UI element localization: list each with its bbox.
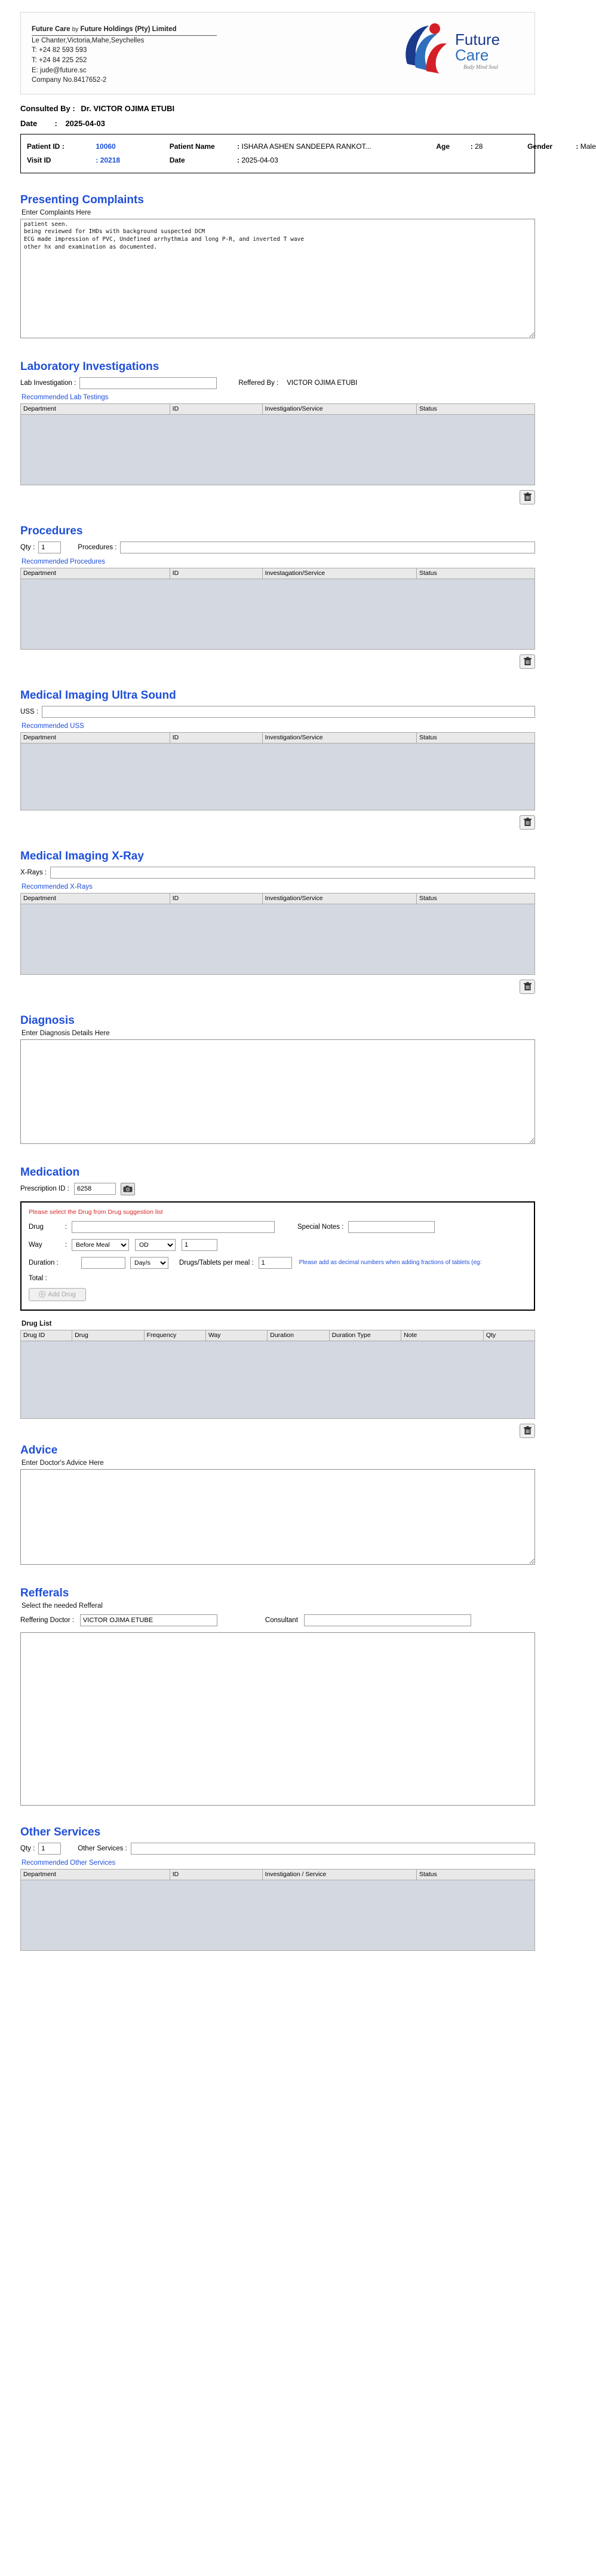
- lab-delete-button[interactable]: [520, 490, 535, 504]
- other-services-qty-input[interactable]: [38, 1843, 61, 1855]
- lab-col-service: Investigation/Service: [262, 403, 416, 414]
- patient-gender-value: Male: [580, 142, 596, 151]
- clinic-name: [32, 25, 217, 36]
- procedures-label: Procedures :: [78, 543, 117, 551]
- medication-frequency-count-input[interactable]: [182, 1239, 217, 1251]
- xray-table-header: [20, 893, 535, 904]
- xray-heading: Medical Imaging X-Ray: [20, 849, 144, 862]
- drug-col-id: Drug ID: [21, 1330, 72, 1341]
- prescription-form-page: [0, 12, 596, 1975]
- consult-date-value: 2025-04-03: [65, 119, 105, 129]
- uss-table-body[interactable]: [20, 744, 535, 810]
- os-col-status: Status: [416, 1869, 534, 1880]
- uss-col-service: Investigation/Service: [262, 732, 416, 743]
- other-services-qty-label: Qty :: [20, 1844, 35, 1852]
- other-services-label: Other Services :: [78, 1844, 127, 1852]
- advice-sub-label: Enter Doctor's Advice Here: [21, 1459, 104, 1467]
- decimal-note: Please add as decimal numbers when adding fractions of tablets (eg:: [299, 1259, 482, 1266]
- visit-id-value: 20218: [100, 155, 121, 164]
- patient-gender-colon: :: [576, 142, 579, 151]
- medication-frequency-select[interactable]: [135, 1239, 176, 1251]
- uss-label: USS :: [20, 708, 39, 715]
- recommended-other-services-label: Recommended Other Services: [21, 1859, 116, 1867]
- medication-duration-unit-select[interactable]: [130, 1257, 168, 1269]
- uss-col-id: ID: [170, 732, 262, 743]
- xray-col-status: Status: [416, 893, 534, 904]
- procedures-table-body[interactable]: [20, 579, 535, 650]
- drug-col-drug: Drug: [72, 1330, 145, 1341]
- lab-table-body[interactable]: [20, 415, 535, 485]
- procedures-row: [20, 541, 535, 553]
- uss-actions: [20, 815, 535, 830]
- consulted-by-label: Consulted By :: [20, 104, 75, 114]
- drug-col-duration-type: Duration Type: [329, 1330, 401, 1341]
- complaints-sub-label: Enter Complaints Here: [21, 209, 91, 216]
- drug-col-note: Note: [401, 1330, 484, 1341]
- lab-col-status: Status: [416, 403, 534, 414]
- clinic-phone-2: T: +24 84 225 252: [32, 57, 87, 65]
- trash-icon: [524, 657, 532, 666]
- other-services-input[interactable]: [131, 1843, 535, 1855]
- medication-total-label: Total :: [29, 1274, 47, 1282]
- xray-delete-button[interactable]: [520, 980, 535, 994]
- lab-referred-by-value: VICTOR OJIMA ETUBI: [287, 379, 358, 387]
- xray-col-id: ID: [170, 893, 262, 904]
- proc-col-service: Investagation/Service: [262, 568, 416, 579]
- plus-icon: [39, 1291, 45, 1298]
- lab-referred-by-label: Reffered By :: [238, 379, 279, 387]
- patient-age-value: 28: [475, 142, 483, 151]
- add-drug-label: Add Drug: [48, 1290, 76, 1298]
- patient-age-label: Age: [436, 142, 450, 151]
- procedures-qty-input[interactable]: [38, 541, 61, 553]
- lab-investigations-heading: Laboratory Investigations: [20, 360, 159, 373]
- clinic-phone-1: T: +24 82 593 593: [32, 47, 87, 54]
- medication-panel: [20, 1201, 535, 1311]
- camera-icon: [123, 1185, 133, 1192]
- visit-date-value: 2025-04-03: [241, 155, 278, 164]
- medication-way-label-text: Way: [29, 1241, 42, 1249]
- per-meal-label: Drugs/Tablets per meal :: [179, 1259, 254, 1266]
- consultant-input[interactable]: [304, 1614, 471, 1626]
- trash-icon: [524, 818, 532, 827]
- clinic-info: [32, 21, 217, 85]
- proc-col-id: ID: [170, 568, 262, 579]
- drug-list-delete-button[interactable]: [520, 1424, 535, 1438]
- recommended-uss-label: Recommended USS: [21, 722, 84, 730]
- advice-textarea[interactable]: [20, 1469, 535, 1565]
- recommended-xray-label: Recommended X-Rays: [21, 883, 93, 891]
- consult-date-colon: :: [54, 119, 57, 129]
- proc-col-department: Department: [21, 568, 170, 579]
- patient-row-1: [27, 140, 596, 154]
- procedures-qty-label: Qty :: [20, 543, 35, 551]
- lab-investigation-label: Lab Investigation :: [20, 379, 76, 387]
- medication-drug-row: [29, 1221, 527, 1233]
- patient-name-value: ISHARA ASHEN SANDEEPA RANKOT...: [241, 142, 371, 151]
- clinic-name-b: Future Holdings (Pty) Limited: [80, 26, 177, 33]
- medication-total-row: [29, 1275, 527, 1282]
- patient-id-colon: :: [62, 142, 64, 151]
- procedures-actions: [20, 654, 535, 669]
- consultant-label: Consultant: [265, 1616, 298, 1624]
- other-services-table-body[interactable]: [20, 1880, 535, 1951]
- xray-col-department: Department: [21, 893, 170, 904]
- medication-duration-row: [29, 1257, 527, 1269]
- xray-actions: [20, 980, 535, 994]
- trash-icon: [524, 982, 532, 991]
- xray-label: X-Rays :: [20, 868, 47, 876]
- camera-button[interactable]: [121, 1183, 135, 1195]
- consulted-by-value: Dr. VICTOR OJIMA ETUBI: [81, 104, 175, 114]
- logo-word-future: Future: [455, 30, 500, 48]
- special-notes-label: Special Notes :: [297, 1223, 344, 1231]
- lab-col-id: ID: [170, 403, 262, 414]
- prescription-id-input[interactable]: [74, 1183, 116, 1195]
- patient-info-box: [20, 134, 596, 173]
- drug-col-qty: Qty: [483, 1330, 534, 1341]
- diagnosis-textarea[interactable]: [20, 1039, 535, 1144]
- uss-table-header: [20, 732, 535, 744]
- uss-col-department: Department: [21, 732, 170, 743]
- xray-col-service: Investigation/Service: [262, 893, 416, 904]
- medication-warning: Please select the Drug from Drug suggestion list: [29, 1208, 163, 1216]
- clinic-address: Le Chanter,Victoria,Mahe,Seychelles: [32, 36, 145, 44]
- ultrasound-heading: Medical Imaging Ultra Sound: [20, 689, 176, 702]
- logo-word-care: Care: [455, 46, 489, 64]
- medication-drug-input[interactable]: [72, 1221, 275, 1233]
- medication-drug-label-text: Drug: [29, 1223, 44, 1231]
- lab-investigation-row: [20, 377, 535, 389]
- visit-id-label: Visit ID: [27, 155, 51, 164]
- recommended-lab-label: Recommended Lab Testings: [21, 393, 109, 401]
- advice-heading: Advice: [20, 1443, 58, 1457]
- os-col-id: ID: [170, 1869, 262, 1880]
- complaints-textarea[interactable]: [20, 219, 535, 338]
- drug-list-actions: [20, 1424, 535, 1438]
- drug-list-table-body[interactable]: [20, 1341, 535, 1419]
- clinic-name-a: Future Care: [32, 26, 70, 33]
- referring-doctor-input[interactable]: [80, 1614, 217, 1626]
- medication-way-row: [29, 1239, 527, 1251]
- lab-col-department: Department: [21, 403, 170, 414]
- xray-table-body[interactable]: [20, 904, 535, 975]
- lab-investigation-input[interactable]: [79, 377, 217, 389]
- special-notes-input[interactable]: [348, 1221, 435, 1233]
- other-services-table-header: [20, 1869, 535, 1880]
- uss-col-status: Status: [416, 732, 534, 743]
- patient-name-label: Patient Name: [169, 142, 215, 151]
- drug-col-way: Way: [205, 1330, 267, 1341]
- consulted-by-row: [20, 104, 535, 113]
- medication-way-select[interactable]: [72, 1239, 129, 1251]
- procedures-input[interactable]: [120, 541, 535, 553]
- visit-date-label: Date: [169, 155, 185, 164]
- diagnosis-heading: Diagnosis: [20, 1014, 75, 1027]
- patient-row-2: [27, 154, 529, 167]
- uss-delete-button[interactable]: [520, 815, 535, 830]
- drug-list-table-header: [20, 1330, 535, 1341]
- patient-id-value: 10060: [96, 142, 116, 151]
- medication-duration-label: Duration :: [29, 1259, 59, 1266]
- medication-way-label: Way :: [29, 1241, 67, 1249]
- xray-row: [20, 867, 535, 879]
- referring-doctor-row: [20, 1614, 535, 1626]
- patient-id-label: Patient ID: [27, 142, 60, 151]
- other-services-heading: Other Services: [20, 1825, 101, 1838]
- per-meal-input[interactable]: [259, 1257, 292, 1269]
- recommended-procedures-label: Recommended Procedures: [21, 558, 105, 565]
- diagnosis-sub-label: Enter Diagnosis Details Here: [21, 1029, 110, 1037]
- logo-tagline: Body Mind Soul: [463, 64, 498, 70]
- prescription-id-label: Prescription ID :: [20, 1185, 69, 1193]
- referrals-panel[interactable]: [20, 1632, 535, 1806]
- referrals-heading: Refferals: [20, 1586, 69, 1599]
- uss-input[interactable]: [42, 706, 535, 718]
- clinic-company-no: Company No.8417652-2: [32, 77, 107, 84]
- drug-col-frequency: Frequency: [144, 1330, 205, 1341]
- xray-input[interactable]: [50, 867, 535, 879]
- clinic-email: E: jude@future.sc: [32, 66, 87, 74]
- uss-row: [20, 706, 535, 718]
- lab-actions: [20, 490, 535, 504]
- procedures-delete-button[interactable]: [520, 654, 535, 669]
- other-services-row: [20, 1843, 535, 1855]
- drug-col-duration: Duration: [268, 1330, 329, 1341]
- medication-drug-label: Drug :: [29, 1223, 67, 1231]
- os-col-department: Department: [21, 1869, 170, 1880]
- referrals-sub-label: Select the needed Refferal: [21, 1602, 103, 1610]
- procedures-table-header: [20, 568, 535, 579]
- consult-date-row: [20, 119, 535, 128]
- patient-gender-label: Gender: [527, 142, 553, 151]
- consult-date-label: Date: [20, 119, 38, 129]
- trash-icon: [524, 1426, 532, 1435]
- os-col-service: Investigation / Service: [262, 1869, 416, 1880]
- proc-col-status: Status: [416, 568, 534, 579]
- prescription-id-row: [20, 1183, 535, 1195]
- clinic-logo: [395, 21, 524, 81]
- patient-name-colon: :: [237, 142, 240, 151]
- visit-date-colon: :: [237, 155, 240, 164]
- clinic-name-by: by: [72, 26, 79, 33]
- trash-icon: [524, 492, 532, 501]
- drug-list-label: Drug List: [21, 1320, 52, 1327]
- medication-heading: Medication: [20, 1165, 80, 1179]
- presenting-complaints-heading: Presenting Complaints: [20, 193, 144, 206]
- clinic-header: [20, 12, 535, 94]
- patient-age-colon: :: [470, 142, 473, 151]
- medication-duration-input[interactable]: [81, 1257, 125, 1269]
- add-drug-button[interactable]: [29, 1288, 86, 1301]
- visit-id-colon: :: [96, 155, 99, 164]
- referring-doctor-label: Reffering Doctor :: [20, 1616, 74, 1624]
- future-care-logo-icon: [398, 21, 520, 81]
- procedures-heading: Procedures: [20, 524, 83, 537]
- lab-table-header: [20, 403, 535, 415]
